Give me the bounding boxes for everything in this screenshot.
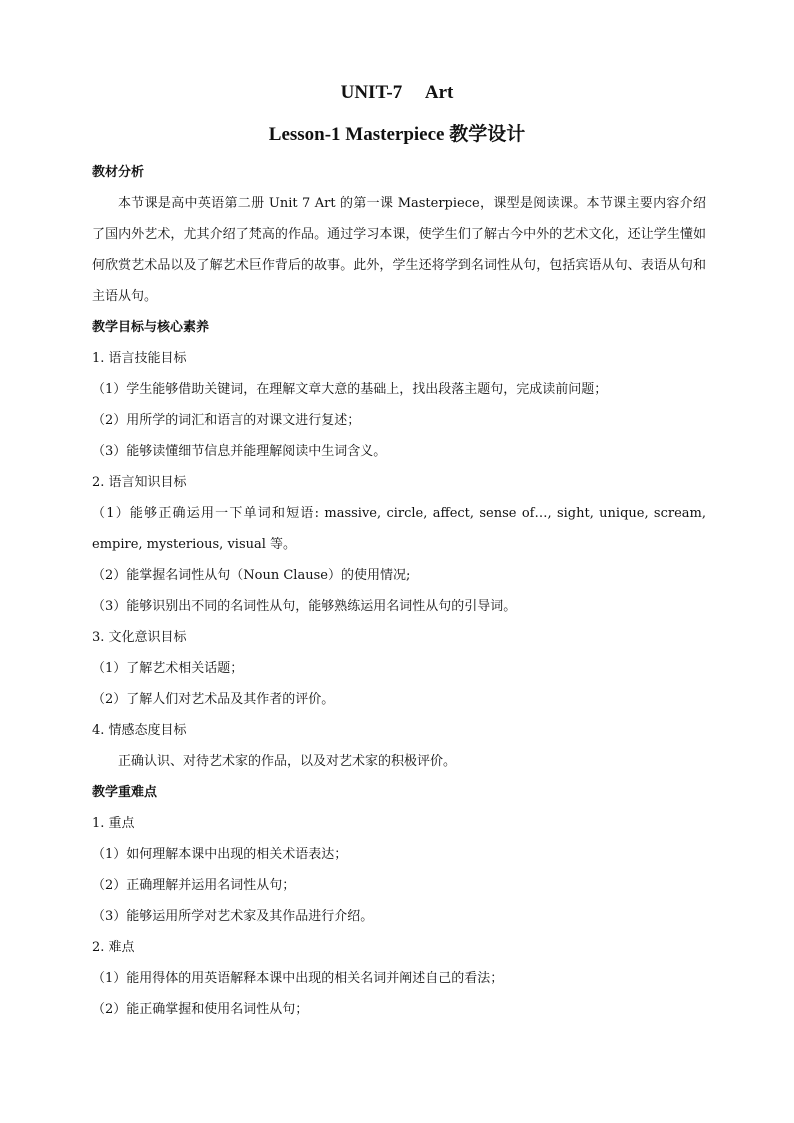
objective-group-title: 2. 语言知识目标 (92, 475, 187, 490)
objective-item: （2）了解人们对艺术品及其作者的评价。 (92, 692, 335, 707)
objective-group-title: 1. 语言技能目标 (92, 351, 187, 366)
keypoint-item: （2）正确理解并运用名词性从句； (92, 878, 296, 893)
objective-item: （1）学生能够借助关键词，在理解文章大意的基础上，找出段落主题句，完成读前问题； (92, 382, 608, 397)
section-heading-objectives: 教学目标与核心素养 (92, 320, 210, 335)
keypoint-item: （3）能够运用所学对艺术家及其作品进行介绍。 (92, 909, 374, 924)
section-heading-difficulties: 教学重难点 (92, 785, 158, 800)
objective-item: （1）了解艺术相关话题； (92, 661, 244, 676)
objective-group-title: 4. 情感态度目标 (92, 723, 187, 738)
difficulty-item: （1）能用得体的用英语解释本课中出现的相关名词并阐述自己的看法； (92, 971, 504, 986)
objective-item: （3）能够读懂细节信息并能理解阅读中生词含义。 (92, 444, 387, 459)
keypoint-item: （1）如何理解本课中出现的相关术语表达； (92, 847, 348, 862)
objective-item: （2）用所学的词汇和语言的对课文进行复述； (92, 413, 361, 428)
keypoint-group-title: 1. 重点 (92, 816, 135, 831)
analysis-paragraph: 本节课是高中英语第二册 Unit 7 Art 的第一课 Masterpiece，课型是阅读课。本节课主要内容介绍了国内外艺术，尤其介绍了梵高的作品。通过学习本课，使学生们了解古今中外的艺术文化，还让学生懂如何欣赏艺术品以及了解艺术巨作背后的故事。此外，学生还将学到名词性从句，包括宾语从句、表语从句和主语从句。 (92, 196, 706, 304)
difficulty-item: （2）能正确掌握和使用名词性从句； (92, 1002, 309, 1017)
objective-item: （2）能掌握名词性从句（Noun Clause）的使用情况; (92, 568, 411, 583)
objective-item: （1）能够正确运用一下单词和短语: massive, circle, affect, sense of…, sight, unique, scream, empire, mysterious, visual 等。 (92, 506, 706, 552)
document-body (92, 157, 706, 1025)
objective-group-title: 3. 文化意识目标 (92, 630, 187, 645)
difficulty-group-title: 2. 难点 (92, 940, 135, 955)
section-heading-analysis: 教材分析 (92, 165, 145, 180)
unit-title: UNIT-7 Art (340, 82, 454, 103)
objective-text: 正确认识、对待艺术家的作品，以及对艺术家的积极评价。 (118, 754, 457, 769)
lesson-title: Lesson-1 Masterpiece 教学设计 (268, 124, 526, 145)
objective-item: （3）能够识别出不同的名词性从句，能够熟练运用名词性从句的引导词。 (92, 599, 517, 614)
